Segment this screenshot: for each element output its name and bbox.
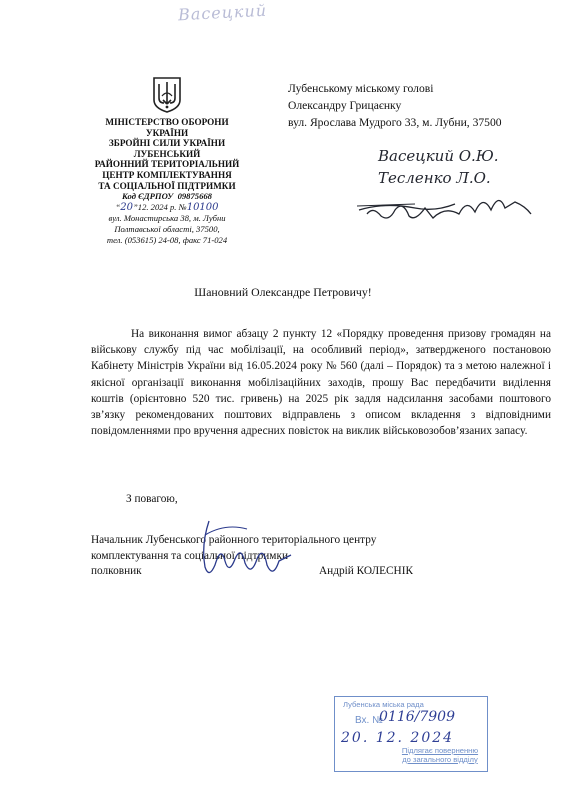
ministry-name-line: УКРАЇНИ: [145, 127, 189, 138]
salutation: Шановний Олександре Петровичу!: [194, 285, 372, 299]
stamp-note: [395, 747, 485, 764]
ministry-name-line: РАЙОННИЙ ТЕРИТОРІАЛЬНИЙ: [94, 159, 240, 170]
outgoing-date-day: 20: [120, 202, 133, 214]
closing-phrase: З повагою,: [126, 493, 178, 505]
ministry-address-line: вул. Монастирська 38, м. Лубни: [108, 213, 226, 224]
addressee-title: Лубенському міському голові: [288, 82, 434, 95]
addressee-name: Олександру Грицаєнку: [288, 99, 402, 112]
top-handwritten-note: Васецкий: [177, 0, 268, 25]
ministry-name-line: ТА СОЦІАЛЬНОЇ ПІДТРИМКИ: [98, 180, 236, 191]
ministry-address-line: Полтавської області, 37500,: [114, 224, 220, 235]
ministry-name-line: ЛУБЕНСЬКИЙ: [133, 148, 201, 159]
stamp-date: 20. 12. 2024: [341, 730, 455, 746]
ministry-name-line: ЗБРОЙНІ СИЛИ УКРАЇНИ: [108, 138, 226, 149]
ministry-name-line: ЦЕНТР КОМПЛЕКТУВАННЯ: [102, 169, 232, 180]
incoming-registration-stamp: [334, 696, 488, 772]
stamp-header: Лубенська міська рада: [343, 700, 424, 709]
signer-position-line: Начальник Лубенського районного територіального центру: [91, 534, 377, 546]
edrpou-code: 09875668: [177, 191, 212, 202]
handwritten-signature-icon: [195, 515, 305, 585]
ministry-name-line: МІНІСТЕРСТВО ОБОРОНИ: [105, 117, 229, 127]
resolution-signature-icon: [355, 188, 535, 230]
handwritten-resolution: [378, 145, 499, 189]
resolution-line: Васецкий О.Ю.: [378, 147, 499, 165]
ministry-letterhead: [92, 76, 242, 246]
outgoing-date-rest: 12. 2024 р. №: [137, 202, 187, 213]
ministry-meta: [92, 191, 242, 246]
stamp-incoming-number: 0116/7909: [379, 709, 455, 725]
edrpou-label: Код ЄДРПОУ: [122, 191, 174, 202]
letter-body: На виконання вимог абзацу 2 пункту 12 «Порядку проведення призову громадян на військову службу під час мобілізації, на особливий період», затвердженого постановою Кабінету Міністрів України від 16.05.2024 року № 560 (далі – Порядок) та з метою належної і якісної організації виконання мобілізаційних заходів, прошу Вас передбачити виділення коштів (орієнтовно 520 тис. гривень) на 2025 рік задля надсилання засобами поштового зв’язку рекомендованих поштових відправлень з описом вкладення з відповідними повідомленнями про вручення адресних повісток на виклик військовозобов’язаних запасу.: [91, 328, 551, 438]
resolution-line: Тесленко Л.О.: [378, 169, 491, 187]
ministry-name: [92, 117, 242, 191]
signer-rank: полковник: [91, 565, 142, 577]
edrpou-code-row: [92, 191, 242, 202]
stamp-note-line: Підлягає поверненню: [401, 746, 479, 755]
stamp-note-line: до загального відділу: [402, 754, 478, 764]
signer-position-line: комплектування та соціальної підтримки: [91, 549, 288, 562]
outgoing-date-row: “20”12. 2024 р. №10100: [115, 202, 219, 214]
ministry-phone: тел. (053615) 24-08, факс 71-024: [106, 235, 228, 246]
addressee-address: вул. Ярослава Мудрого 33, м. Лубни, 37500: [288, 116, 502, 129]
signer-name: Андрій КОЛЕСНІК: [319, 565, 414, 577]
trident-emblem-icon: [152, 76, 182, 114]
addressee-block: [288, 80, 502, 131]
outgoing-number: 10100: [186, 202, 219, 214]
stamp-incoming-label: Вх. №: [355, 715, 383, 726]
